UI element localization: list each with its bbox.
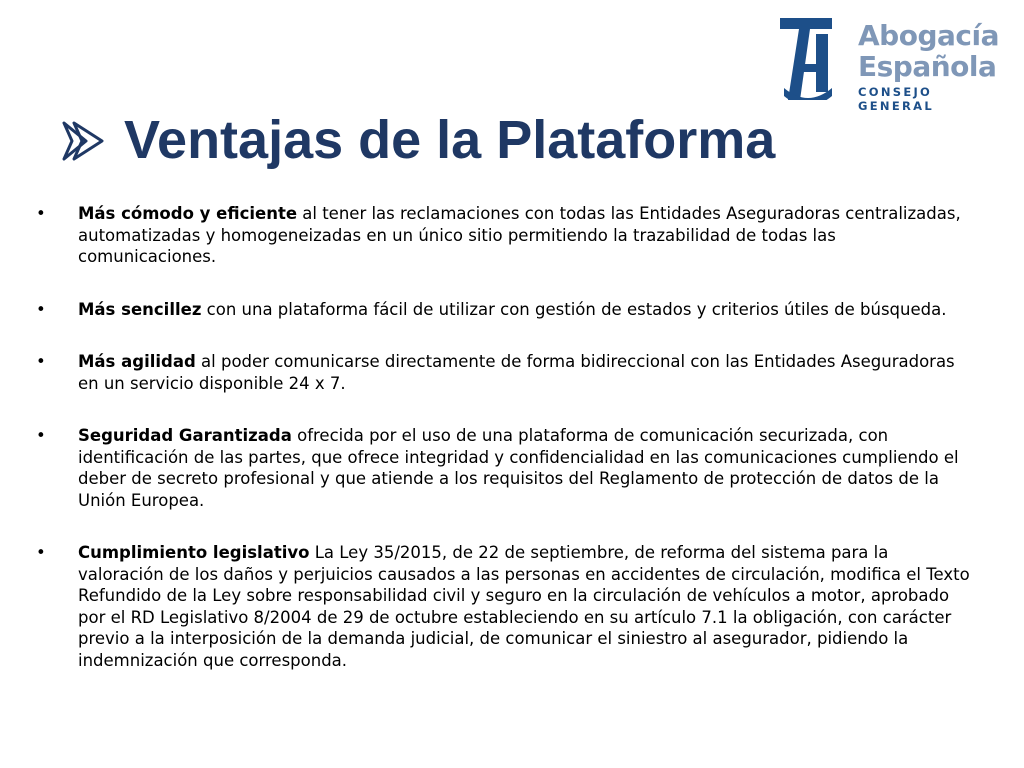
bullet-heading: Más agilidad (78, 352, 196, 371)
bullet-text: al poder comunicarse directamente de forma bidireccional con las Entidades Aseguradoras en un servicio disponible 24 x 7. (78, 352, 955, 393)
logo-text (858, 20, 999, 113)
list-item (36, 425, 971, 511)
list-item (36, 299, 971, 321)
bullet-dot-icon: • (36, 543, 46, 562)
abogacia-espanola-logo (780, 18, 999, 113)
logo-line-abogacia: Abogacía (858, 19, 999, 52)
page-title (60, 108, 775, 172)
page-title-text: Ventajas de la Plataforma (124, 110, 776, 170)
bullet-text: al tener las reclamaciones con todas las Entidades Aseguradoras centralizadas, automatizadas y homogeneizadas en un único sitio permitiendo la trazabilidad de todas las comunicaciones. (78, 204, 961, 266)
logo-line-espanola: Española (858, 50, 997, 83)
logo-line-consejo-general: CONSEJO GENERAL (858, 85, 934, 113)
bullet-dot-icon: • (36, 299, 46, 319)
logo-mark-icon (780, 18, 836, 100)
bullet-text: La Ley 35/2015, de 22 de septiembre, de reforma del sistema para la valoración de los daños y perjuicios causados a las personas en accidentes de circulación, modifica el Texto Refundido de la Ley sobre responsabilidad civil y seguro en la circulación de vehículos a motor, aprobado por el RD Legislativo 8/2004 de 29 de octubre estableciendo en su artículo 7.1 la obligación, con carácter previo a la interposición de la demanda judicial, de comunicar el siniestro al asegurador, pidiendo la indemnización que corresponda. (78, 543, 970, 670)
bullet-heading: Cumplimiento legislativo (78, 543, 310, 562)
advantages-list (36, 203, 971, 702)
arrow-right-icon (60, 121, 106, 161)
bullet-text: ofrecida por el uso de una plataforma de comunicación securizada, con identificación de las partes, que ofrece integridad y confidencialidad en las comunicaciones cumpliendo el deber de secreto profesional y que atiende a los requisitos del Reglamento de protección de datos de la Unión Europea. (78, 426, 959, 510)
list-item (36, 351, 971, 394)
list-item (36, 542, 971, 671)
bullet-heading: Seguridad Garantizada (78, 426, 292, 445)
list-item (36, 203, 971, 268)
bullet-dot-icon: • (36, 204, 46, 223)
bullet-dot-icon: • (36, 352, 46, 371)
bullet-dot-icon: • (36, 426, 46, 445)
bullet-heading: Más sencillez (78, 299, 202, 319)
bullet-heading: Más cómodo y eficiente (78, 204, 298, 223)
bullet-text: con una plataforma fácil de utilizar con gestión de estados y criterios útiles de búsqueda. (201, 299, 947, 319)
